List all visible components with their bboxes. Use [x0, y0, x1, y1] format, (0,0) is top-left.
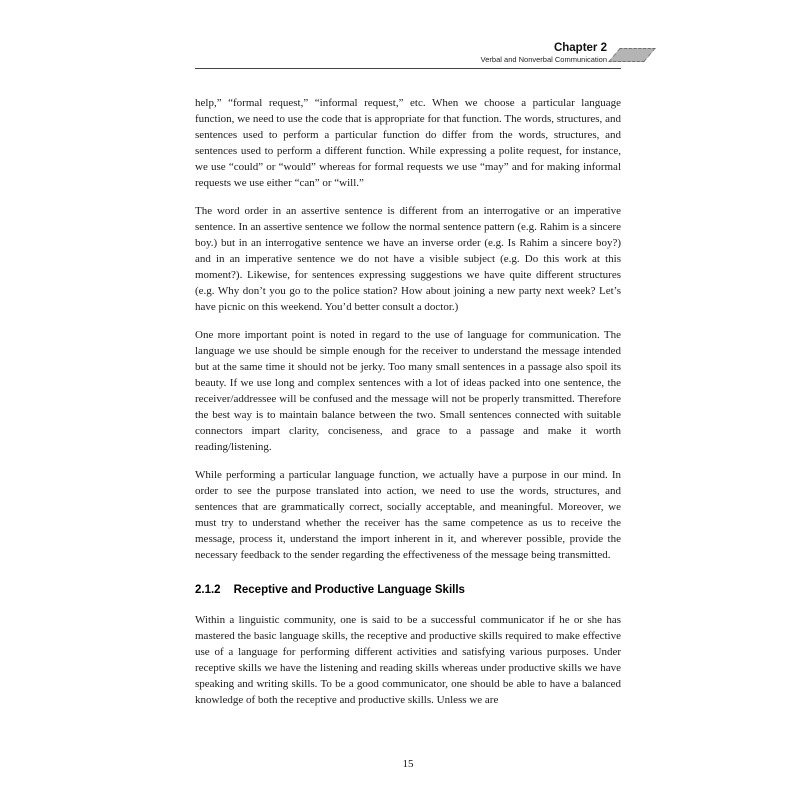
page-number: 15	[402, 758, 414, 770]
body-paragraph: While performing a particular language function, we actually have a purpose in our mind. In order to see the purpose translated into action, we need to use the words, structures, and sentences that are grammatically correct, socially acceptable, and meaningful. Moreover, we must try to understand whether the receiver has the same competence as us to receive the message, process it, understand the import inherent in it, and wherever possible, provide the necessary feedback to the sender regarding the effectiveness of the message being transmitted.	[195, 469, 621, 561]
body-paragraph: The word order in an assertive sentence is different from an interrogative or an imperative sentence. In an assertive sentence we follow the normal sentence pattern (e.g. Rahim is a sincere boy.) but in an interrogative sentence we have an inverse order (e.g. Is Rahim a sincere boy?) and in an imperative sentence we do not have a visible subject (e.g. Do this work at this moment?). Likewise, for sentences expressing suggestions we have quite different structures (e.g. Why don’t you go to the police station? How about joining a new party next week? Let’s have picnic on this weekend. You’d better consult a doctor.)	[195, 205, 621, 313]
chapter-label: Chapter 2	[553, 42, 607, 54]
section-number: 2.1.2	[195, 584, 221, 596]
page-header	[195, 42, 621, 69]
page-footer	[195, 758, 621, 770]
section-title: Receptive and Productive Language Skills	[233, 584, 465, 596]
section-heading	[195, 583, 621, 598]
chapter-subtitle: Verbal and Nonverbal Communication	[480, 55, 607, 64]
header-rule	[195, 68, 621, 69]
body-paragraph: help,” “formal request,” “informal request,” etc. When we choose a particular language function, we need to use the code that is appropriate for that function. The words, structures, and sentences used to perform a particular function do differ from the words, structures, and sentences used to perform a different function. While expressing a polite request, for instance, we use “could” or “would” whereas for formal requests we use “may” and for making informal requests we use either “can” or “will.”	[195, 97, 621, 189]
body-paragraph: One more important point is noted in regard to the use of language for communication. The language we use should be simple enough for the receiver to understand the message intended but at the same time it should not be jerky. Too many small sentences in a passage also spoil its beauty. If we use long and complex sentences with a lot of ideas packed into one sentence, the receiver/addressee will be confused and the message will not be properly transmitted. Therefore the best way is to maintain balance between the two. Small sentences connected with suitable connectors impart clarity, conciseness, and grace to a passage and make it worth reading/listening.	[195, 329, 621, 453]
body-text	[195, 95, 621, 720]
content-column	[195, 0, 621, 800]
header-text	[195, 42, 621, 65]
body-paragraph: Within a linguistic community, one is said to be a successful communicator if he or she has mastered the basic language skills, the receptive and productive skills required to make effective use of a language for performing different activities and satisfying various purposes. Under receptive skills we have the listening and reading skills whereas under productive skills we have speaking and writing skills. To be a good communicator, one should be able to have a balanced knowledge of both the receptive and productive skills. Unless we are	[195, 614, 621, 706]
